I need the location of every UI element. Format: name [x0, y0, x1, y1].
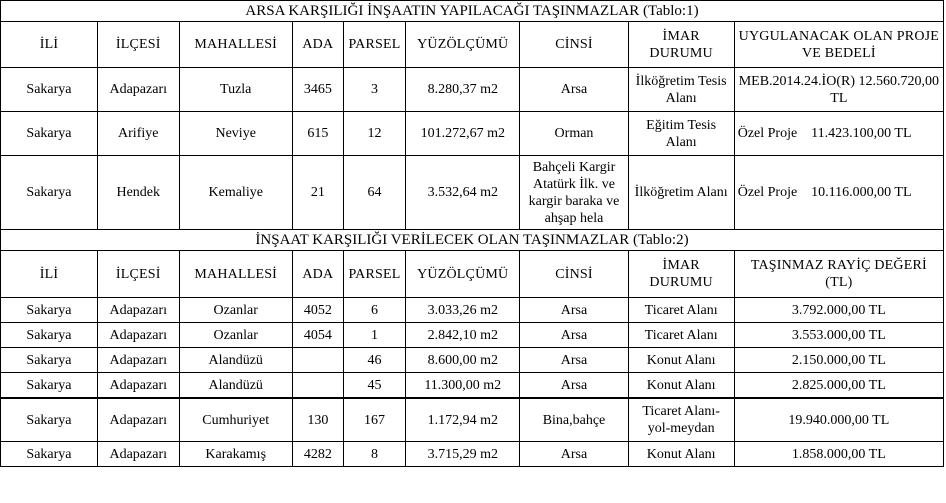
col-header-deger: TAŞINMAZ RAYİÇ DEĞERİ (TL) [734, 251, 943, 298]
cell-ilce: Adapazarı [97, 398, 179, 442]
cell-yuzolcumu: 101.272,67 m2 [406, 112, 520, 156]
table-row [1, 156, 944, 230]
cell-imar: Konut Alanı [628, 348, 734, 373]
cell-ada: 4282 [292, 442, 343, 467]
col-header-cinsi: CİNSİ [520, 22, 628, 68]
cell-il: Sakarya [1, 373, 98, 399]
cell-parsel: 1 [343, 323, 405, 348]
cell-imar: Konut Alanı [628, 442, 734, 467]
cell-il: Sakarya [1, 323, 98, 348]
cell-yuzolcumu: 11.300,00 m2 [406, 373, 520, 399]
cell-ilce: Adapazarı [97, 373, 179, 399]
col-header-parsel: PARSEL [343, 251, 405, 298]
cell-yuzolcumu: 1.172,94 m2 [406, 398, 520, 442]
cell-cinsi: Arsa [520, 298, 628, 323]
cell-ada: 4054 [292, 323, 343, 348]
cell-deger: 1.858.000,00 TL [734, 442, 943, 467]
table-row [1, 398, 944, 442]
cell-il: Sakarya [1, 156, 98, 230]
col-header-mahalle: MAHALLESİ [179, 251, 292, 298]
cell-imar: Ticaret Alanı-yol-meydan [628, 398, 734, 442]
cell-deger: 19.940.000,00 TL [734, 398, 943, 442]
cell-cinsi: Bina,bahçe [520, 398, 628, 442]
cell-ada [292, 348, 343, 373]
cell-deger: 3.553.000,00 TL [734, 323, 943, 348]
cell-cinsi: Orman [520, 112, 628, 156]
cell-imar: Ticaret Alanı [628, 323, 734, 348]
table-row [1, 323, 944, 348]
col-header-yuzolcumu: YÜZÖLÇÜMÜ [406, 251, 520, 298]
cell-ilce: Adapazarı [97, 323, 179, 348]
cell-ilce: Arifiye [97, 112, 179, 156]
cell-parsel: 8 [343, 442, 405, 467]
cell-ada: 615 [292, 112, 343, 156]
cell-cinsi: Arsa [520, 373, 628, 399]
cell-mahalle: Cumhuriyet [179, 398, 292, 442]
cell-parsel: 46 [343, 348, 405, 373]
cell-ada: 3465 [292, 68, 343, 112]
col-header-ada: ADA [292, 251, 343, 298]
cell-yuzolcumu: 8.280,37 m2 [406, 68, 520, 112]
cell-deger: 3.792.000,00 TL [734, 298, 943, 323]
table2-title-row [1, 230, 944, 251]
cell-imar: Ticaret Alanı [628, 298, 734, 323]
cell-mahalle: Alandüzü [179, 373, 292, 399]
table2-header-row [1, 251, 944, 298]
cell-cinsi: Arsa [520, 323, 628, 348]
cell-parsel: 6 [343, 298, 405, 323]
col-header-cinsi: CİNSİ [520, 251, 628, 298]
cell-ilce: Adapazarı [97, 298, 179, 323]
table-row [1, 442, 944, 467]
table1-title-row [1, 1, 944, 22]
cell-parsel: 45 [343, 373, 405, 399]
cell-yuzolcumu: 3.532,64 m2 [406, 156, 520, 230]
cell-cinsi: Bahçeli Kargir Atatürk İlk. ve kargir baraka ve ahşap hela [520, 156, 628, 230]
cell-yuzolcumu: 3.033,26 m2 [406, 298, 520, 323]
cell-il: Sakarya [1, 348, 98, 373]
cell-parsel: 12 [343, 112, 405, 156]
cell-mahalle: Neviye [179, 112, 292, 156]
cell-parsel: 64 [343, 156, 405, 230]
cell-imar: İlköğretim Tesis Alanı [628, 68, 734, 112]
col-header-bedel: UYGULANACAK OLAN PROJE VE BEDELİ [734, 22, 943, 68]
table2-title: İNŞAAT KARŞILIĞI VERİLECEK OLAN TAŞINMAZLAR (Tablo:2) [1, 230, 944, 251]
table1-title: ARSA KARŞILIĞI İNŞAATIN YAPILACAĞI TAŞINMAZLAR (Tablo:1) [1, 1, 944, 22]
cell-yuzolcumu: 2.842,10 m2 [406, 323, 520, 348]
cell-mahalle: Ozanlar [179, 323, 292, 348]
cell-parsel: 167 [343, 398, 405, 442]
cell-ilce: Adapazarı [97, 442, 179, 467]
col-header-il: İLİ [1, 22, 98, 68]
table-row [1, 112, 944, 156]
cell-mahalle: Alandüzü [179, 348, 292, 373]
cell-deger: 2.150.000,00 TL [734, 348, 943, 373]
cell-imar: Eğitim Tesis Alanı [628, 112, 734, 156]
col-header-ilce: İLÇESİ [97, 251, 179, 298]
cell-bedel: Özel Proje 11.423.100,00 TL [734, 112, 943, 156]
table-row [1, 68, 944, 112]
cell-ilce: Hendek [97, 156, 179, 230]
cell-yuzolcumu: 8.600,00 m2 [406, 348, 520, 373]
cell-il: Sakarya [1, 442, 98, 467]
col-header-imar: İMAR DURUMU [628, 22, 734, 68]
cell-deger: 2.825.000,00 TL [734, 373, 943, 399]
col-header-ilce: İLÇESİ [97, 22, 179, 68]
cell-ilce: Adapazarı [97, 68, 179, 112]
table-row [1, 298, 944, 323]
cell-cinsi: Arsa [520, 442, 628, 467]
table-row [1, 373, 944, 399]
cell-cinsi: Arsa [520, 68, 628, 112]
cell-mahalle: Kemaliye [179, 156, 292, 230]
cell-mahalle: Karakamış [179, 442, 292, 467]
cell-il: Sakarya [1, 68, 98, 112]
cell-ada: 21 [292, 156, 343, 230]
col-header-ada: ADA [292, 22, 343, 68]
col-header-mahalle: MAHALLESİ [179, 22, 292, 68]
cell-ilce: Adapazarı [97, 348, 179, 373]
cell-il: Sakarya [1, 298, 98, 323]
cell-yuzolcumu: 3.715,29 m2 [406, 442, 520, 467]
col-header-il: İLİ [1, 251, 98, 298]
col-header-imar: İMAR DURUMU [628, 251, 734, 298]
cell-il: Sakarya [1, 398, 98, 442]
cell-imar: Konut Alanı [628, 373, 734, 399]
cell-parsel: 3 [343, 68, 405, 112]
col-header-yuzolcumu: YÜZÖLÇÜMÜ [406, 22, 520, 68]
cell-il: Sakarya [1, 112, 98, 156]
cell-ada [292, 373, 343, 399]
cell-cinsi: Arsa [520, 348, 628, 373]
cell-ada: 130 [292, 398, 343, 442]
table1-header-row [1, 22, 944, 68]
col-header-parsel: PARSEL [343, 22, 405, 68]
cell-mahalle: Ozanlar [179, 298, 292, 323]
cell-bedel-text: MEB.2014.24.İO(R) 12.560.720,00 TL [738, 73, 939, 106]
cell-bedel: Özel Proje 10.116.000,00 TL [734, 156, 943, 230]
cell-bedel [734, 68, 943, 112]
table-row [1, 348, 944, 373]
cell-mahalle: Tuzla [179, 68, 292, 112]
cell-ada: 4052 [292, 298, 343, 323]
cell-imar: İlköğretim Alanı [628, 156, 734, 230]
